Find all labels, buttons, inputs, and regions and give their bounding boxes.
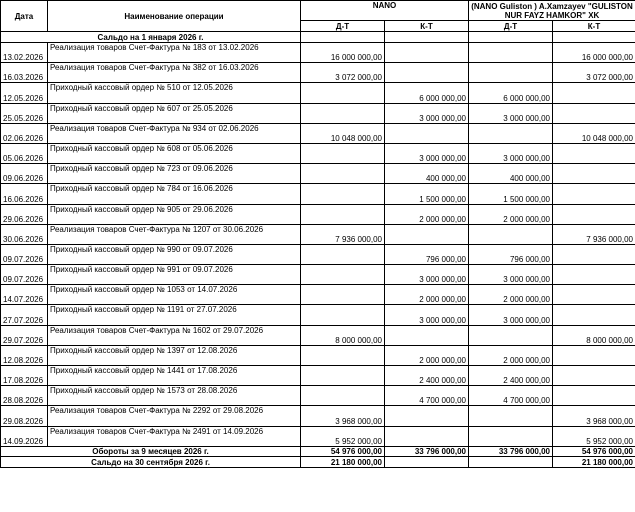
- row-operation: Реализация товаров Счет-Фактура № 183 от 13.02.2026: [48, 43, 301, 63]
- column-header-credit: К-Т: [553, 21, 635, 32]
- table-row: [1, 386, 635, 406]
- row-credit-2: [553, 285, 635, 305]
- opening-balance-row: [1, 32, 635, 43]
- turnover-credit-2: 54 976 000,00: [553, 446, 635, 457]
- row-credit-1: 1 500 000,00: [385, 184, 469, 204]
- row-credit-1: 400 000,00: [385, 164, 469, 184]
- table-row: [1, 265, 635, 285]
- row-debit-2: 6 000 000,00: [469, 83, 553, 103]
- row-date: 14.09.2026: [1, 426, 48, 446]
- turnover-row: [1, 446, 635, 457]
- row-debit-1: [301, 143, 385, 163]
- row-debit-2: 796 000,00: [469, 244, 553, 264]
- row-operation: Приходный кассовый ордер № 1053 от 14.07.2026: [48, 285, 301, 305]
- row-credit-2: 5 952 000,00: [553, 426, 635, 446]
- row-operation: Реализация товаров Счет-Фактура № 2491 от 14.09.2026: [48, 426, 301, 446]
- row-operation: Приходный кассовый ордер № 608 от 05.06.2026: [48, 143, 301, 163]
- table-row: [1, 103, 635, 123]
- row-debit-2: [469, 43, 553, 63]
- column-header-party2: (NANO Guliston ) A.Xamzayev "GULISTON NUR FAYZ HAMKOR" XK: [469, 1, 635, 21]
- row-debit-1: [301, 265, 385, 285]
- row-date: 09.07.2026: [1, 244, 48, 264]
- column-header-credit: К-Т: [385, 21, 469, 32]
- row-credit-2: 8 000 000,00: [553, 325, 635, 345]
- row-date: 30.06.2026: [1, 224, 48, 244]
- row-credit-1: 2 400 000,00: [385, 366, 469, 386]
- row-debit-1: [301, 345, 385, 365]
- column-header-debit: Д-Т: [301, 21, 385, 32]
- row-credit-1: 2 000 000,00: [385, 285, 469, 305]
- row-credit-1: [385, 123, 469, 143]
- turnover-debit-1: 54 976 000,00: [301, 446, 385, 457]
- row-credit-2: 3 968 000,00: [553, 406, 635, 426]
- row-credit-1: 4 700 000,00: [385, 386, 469, 406]
- row-operation: Приходный кассовый ордер № 607 от 25.05.2026: [48, 103, 301, 123]
- row-credit-2: [553, 265, 635, 285]
- turnover-debit-2: 33 796 000,00: [469, 446, 553, 457]
- row-date: 05.06.2026: [1, 143, 48, 163]
- row-date: 28.08.2026: [1, 386, 48, 406]
- row-debit-2: [469, 426, 553, 446]
- row-debit-1: 3 968 000,00: [301, 406, 385, 426]
- row-operation: Реализация товаров Счет-Фактура № 934 от 02.06.2026: [48, 123, 301, 143]
- row-credit-1: [385, 325, 469, 345]
- row-date: 16.06.2026: [1, 184, 48, 204]
- row-credit-2: [553, 83, 635, 103]
- table-row: [1, 164, 635, 184]
- table-row: [1, 224, 635, 244]
- row-debit-2: [469, 224, 553, 244]
- row-credit-2: [553, 305, 635, 325]
- closing-debit-1: 21 180 000,00: [301, 457, 385, 468]
- row-debit-1: [301, 164, 385, 184]
- row-debit-2: [469, 325, 553, 345]
- row-operation: Реализация товаров Счет-Фактура № 2292 от 29.08.2026: [48, 406, 301, 426]
- table-row: [1, 426, 635, 446]
- row-date: 13.02.2026: [1, 43, 48, 63]
- table-row: [1, 63, 635, 83]
- table-row: [1, 123, 635, 143]
- row-date: 29.07.2026: [1, 325, 48, 345]
- row-credit-2: [553, 345, 635, 365]
- table-row: [1, 406, 635, 426]
- row-debit-1: [301, 285, 385, 305]
- row-debit-2: 2 000 000,00: [469, 204, 553, 224]
- row-credit-1: [385, 224, 469, 244]
- row-debit-1: [301, 366, 385, 386]
- row-date: 02.06.2026: [1, 123, 48, 143]
- row-debit-1: [301, 103, 385, 123]
- row-debit-1: 3 072 000,00: [301, 63, 385, 83]
- table-row: [1, 204, 635, 224]
- table-row: [1, 285, 635, 305]
- row-date: 14.07.2026: [1, 285, 48, 305]
- table-row: [1, 184, 635, 204]
- row-credit-2: [553, 164, 635, 184]
- row-operation: Приходный кассовый ордер № 1573 от 28.08.2026: [48, 386, 301, 406]
- row-date: 29.08.2026: [1, 406, 48, 426]
- row-debit-1: 8 000 000,00: [301, 325, 385, 345]
- row-credit-1: 2 000 000,00: [385, 204, 469, 224]
- row-debit-1: [301, 83, 385, 103]
- row-debit-2: 3 000 000,00: [469, 265, 553, 285]
- row-credit-1: 3 000 000,00: [385, 265, 469, 285]
- row-credit-1: [385, 426, 469, 446]
- row-date: 27.07.2026: [1, 305, 48, 325]
- row-date: 25.05.2026: [1, 103, 48, 123]
- row-debit-1: 10 048 000,00: [301, 123, 385, 143]
- row-debit-2: 400 000,00: [469, 164, 553, 184]
- row-date: 12.05.2026: [1, 83, 48, 103]
- turnover-credit-1: 33 796 000,00: [385, 446, 469, 457]
- row-date: 12.08.2026: [1, 345, 48, 365]
- row-debit-1: [301, 204, 385, 224]
- row-debit-2: [469, 123, 553, 143]
- row-credit-2: 16 000 000,00: [553, 43, 635, 63]
- column-header-party1: NANO: [301, 1, 469, 21]
- table-row: [1, 244, 635, 264]
- row-credit-1: 2 000 000,00: [385, 345, 469, 365]
- table-row: [1, 325, 635, 345]
- row-credit-1: 3 000 000,00: [385, 305, 469, 325]
- row-date: 29.06.2026: [1, 204, 48, 224]
- closing-credit-1: [385, 457, 469, 468]
- row-operation: Приходный кассовый ордер № 1441 от 17.08.2026: [48, 366, 301, 386]
- row-credit-2: [553, 143, 635, 163]
- row-operation: Приходный кассовый ордер № 905 от 29.06.2026: [48, 204, 301, 224]
- row-credit-2: [553, 204, 635, 224]
- column-header-debit: Д-Т: [469, 21, 553, 32]
- row-debit-2: [469, 63, 553, 83]
- row-operation: Реализация товаров Счет-Фактура № 1207 от 30.06.2026: [48, 224, 301, 244]
- column-header-date: Дата: [1, 1, 48, 32]
- row-debit-2: 2 000 000,00: [469, 345, 553, 365]
- table-row: [1, 143, 635, 163]
- row-operation: Приходный кассовый ордер № 1397 от 12.08.2026: [48, 345, 301, 365]
- table-row: [1, 83, 635, 103]
- row-debit-2: 2 400 000,00: [469, 366, 553, 386]
- closing-balance-label: Сальдо на 30 сентября 2026 г.: [1, 457, 301, 468]
- row-debit-1: [301, 184, 385, 204]
- row-operation: Приходный кассовый ордер № 510 от 12.05.2026: [48, 83, 301, 103]
- row-operation: Приходный кассовый ордер № 990 от 09.07.2026: [48, 244, 301, 264]
- turnover-label: Обороты за 9 месяцев 2026 г.: [1, 446, 301, 457]
- row-debit-1: [301, 305, 385, 325]
- row-credit-2: 7 936 000,00: [553, 224, 635, 244]
- row-credit-2: 10 048 000,00: [553, 123, 635, 143]
- row-credit-2: 3 072 000,00: [553, 63, 635, 83]
- row-credit-2: [553, 366, 635, 386]
- row-credit-2: [553, 244, 635, 264]
- table-row: [1, 366, 635, 386]
- table-row: [1, 305, 635, 325]
- row-operation: Реализация товаров Счет-Фактура № 382 от 16.03.2026: [48, 63, 301, 83]
- row-debit-1: [301, 386, 385, 406]
- row-credit-1: 6 000 000,00: [385, 83, 469, 103]
- row-date: 17.08.2026: [1, 366, 48, 386]
- row-debit-2: 3 000 000,00: [469, 143, 553, 163]
- row-credit-1: 796 000,00: [385, 244, 469, 264]
- row-debit-2: 3 000 000,00: [469, 103, 553, 123]
- table-row: [1, 345, 635, 365]
- row-credit-1: [385, 63, 469, 83]
- row-debit-1: 16 000 000,00: [301, 43, 385, 63]
- row-credit-2: [553, 386, 635, 406]
- row-debit-2: 2 000 000,00: [469, 285, 553, 305]
- row-credit-2: [553, 103, 635, 123]
- row-credit-1: [385, 43, 469, 63]
- row-debit-2: 4 700 000,00: [469, 386, 553, 406]
- closing-balance-row: [1, 457, 635, 468]
- row-operation: Приходный кассовый ордер № 1191 от 27.07.2026: [48, 305, 301, 325]
- row-date: 16.03.2026: [1, 63, 48, 83]
- row-operation: Приходный кассовый ордер № 723 от 09.06.2026: [48, 164, 301, 184]
- column-header-operation: Наименование операции: [48, 1, 301, 32]
- row-date: 09.07.2026: [1, 265, 48, 285]
- closing-debit-2: [469, 457, 553, 468]
- row-credit-1: 3 000 000,00: [385, 103, 469, 123]
- row-debit-2: 3 000 000,00: [469, 305, 553, 325]
- row-operation: Реализация товаров Счет-Фактура № 1602 от 29.07.2026: [48, 325, 301, 345]
- row-debit-2: [469, 406, 553, 426]
- row-credit-1: [385, 406, 469, 426]
- row-debit-1: 5 952 000,00: [301, 426, 385, 446]
- row-operation: Приходный кассовый ордер № 991 от 09.07.2026: [48, 265, 301, 285]
- row-operation: Приходный кассовый ордер № 784 от 16.06.2026: [48, 184, 301, 204]
- closing-credit-2: 21 180 000,00: [553, 457, 635, 468]
- opening-balance-label: Сальдо на 1 января 2026 г.: [1, 32, 301, 43]
- row-debit-1: 7 936 000,00: [301, 224, 385, 244]
- row-debit-1: [301, 244, 385, 264]
- row-credit-2: [553, 184, 635, 204]
- row-debit-2: 1 500 000,00: [469, 184, 553, 204]
- table-row: [1, 43, 635, 63]
- row-credit-1: 3 000 000,00: [385, 143, 469, 163]
- row-date: 09.06.2026: [1, 164, 48, 184]
